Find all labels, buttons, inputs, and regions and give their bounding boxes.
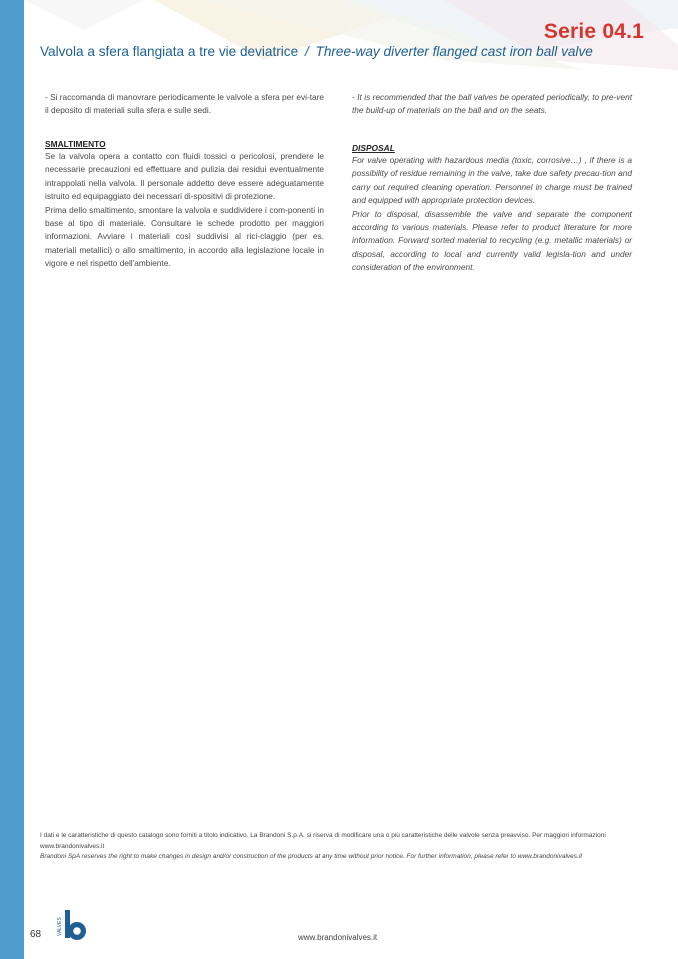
left-accent-bar [0, 0, 24, 959]
subtitle-italian: Valvola a sfera flangiata a tre vie deviatrice [40, 44, 299, 59]
disposal-heading-it: SMALTIMENTO [45, 139, 106, 149]
disposal-body-it: Se la valvola opera a contatto con fluidi tossici o pericolosi, prendere le necessarie precauzioni ed effettuare and pulizia dai residui eventualmente intrappolati nella valvola. Il personale addetto deve essere adeguatamente istruito ed equipaggiato dei necessari di-spositivi di protezione. [45, 151, 324, 202]
footer-website: www.brandonivalves.it [298, 933, 378, 942]
maintenance-note-it: - Si raccomanda di manovrare periodicamente le valvole a sfera per evi-tare il deposito di materiali sulla sfera e sulle sedi. [45, 92, 324, 115]
maintenance-note-en: - It is recommended that the ball valves be operated periodically, to pre-vent the build-up of materials on the ball and on the seats. [352, 92, 632, 115]
disclaimer-it: I dati e le caratteristiche di questo catalogo sono forniti a titolo indicativo. La Brandoni S.p.A. si riserva di modificare una o più caratteristiche delle valvole senza preavviso. Per maggiori informazioni www.brandonivalves.it [40, 832, 606, 850]
series-title: Serie 04.1 [543, 20, 644, 43]
page-subtitle [40, 44, 593, 59]
page-number: 68 [30, 929, 42, 940]
disclaimer-en: Brandoni SpA reserves the right to make changes in design and/or construction of the products at any time without prior notice. For further information, please refer to www.brandonivalves.it [40, 853, 583, 860]
left-column [45, 91, 324, 271]
disposal-body2-en: Prior to disposal, disassemble the valve and separate the component according to various materials. Please refer to product literature for more information. Forward sorted material to recycling (e.g. metallic materials) or disposal, according to local and currently valid legisla-tion and under consideration of the environment. [352, 208, 632, 273]
brandoni-logo-icon [56, 906, 90, 944]
logo-text: VALVES [57, 917, 63, 936]
disposal-body2-it: Prima dello smaltimento, smontare la valvola e suddividere i com-ponenti in base al tipo di materiale. Consultare le schede prodotto per maggiori informazioni. Avviare i materiali così suddivisi al rici-claggio (per es. materiali metallici) o allo smaltimento, in accordo alla legislazione locale in vigore e nel rispetto dell'ambiente. [45, 204, 324, 269]
footer-disclaimer [40, 831, 654, 863]
disposal-body-en: For valve operating with hazardous media (toxic, corrosive…) , if there is a possibility of residue remaining in the valve, take due safety precau-tion and carry out required cleaning operation. Personnel in charge must be trained and equipped with appropriate protection devices. [352, 155, 632, 206]
subtitle-separator: / [304, 44, 309, 59]
right-column [352, 91, 632, 275]
disposal-heading-en: DISPOSAL [352, 143, 395, 153]
subtitle-english: Three-way diverter flanged cast iron ball valve [315, 44, 593, 59]
